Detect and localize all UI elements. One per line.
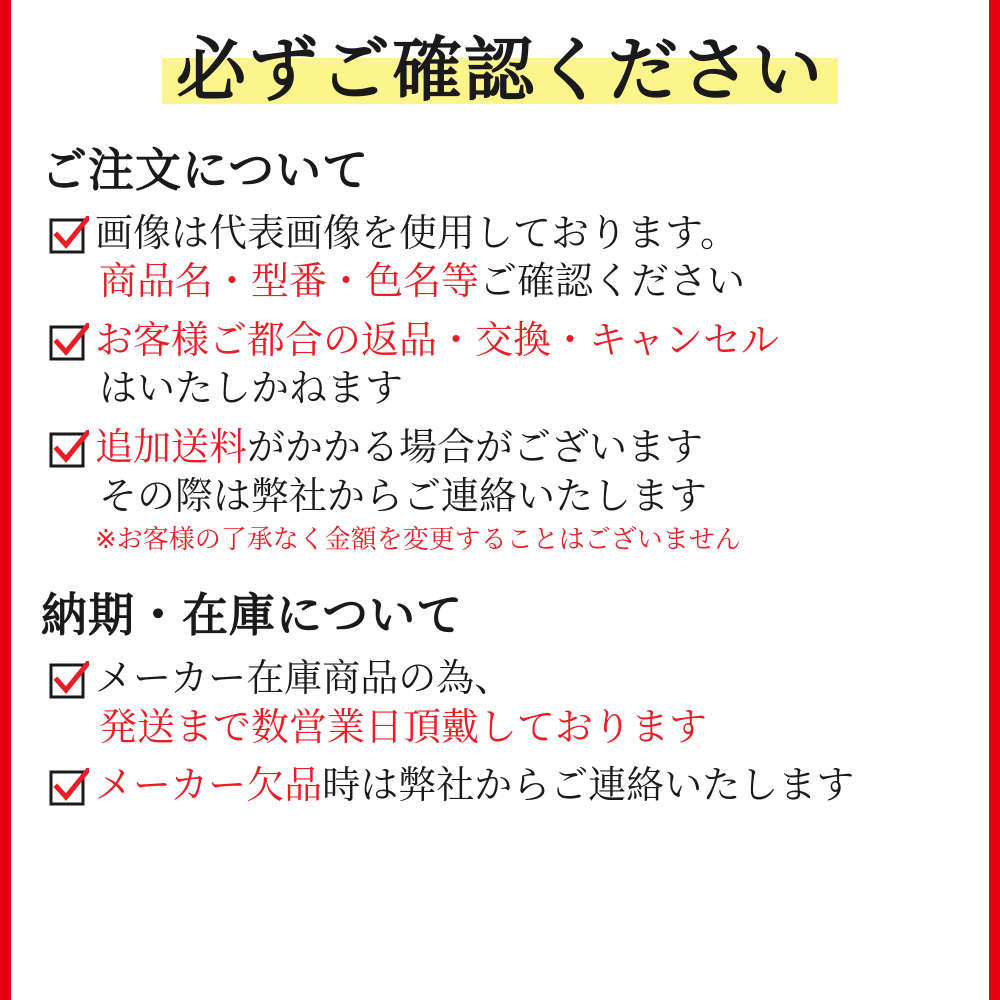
list-item-text [95,317,989,414]
checkbox-checked-icon [49,216,89,256]
page-title [162,31,838,109]
list-item-text [95,210,989,307]
list-item-line [95,424,989,473]
list-item-text [95,424,989,557]
list-item [49,317,989,414]
checkbox-checked-icon [49,768,89,808]
list-item-line [95,762,989,811]
list-item-line: その際は弊社からご連絡いたします [99,475,708,518]
checkbox-checked-icon [49,661,89,701]
plain-text: ご確認ください [479,261,746,304]
list-item-line: 発送まで数営業日頂戴しております [99,706,708,749]
checkbox-checked-icon [49,323,89,363]
notice-content [11,0,989,1000]
list-item-line: お客様ご都合の返品・交換・キャンセル [95,319,780,362]
list-item-line [95,258,989,307]
list-item-line: はいたしかねます [99,368,404,411]
list-item [49,655,989,752]
highlight-text: 追加送料 [95,427,248,469]
list-item [49,762,989,811]
page-title-text: 必ずご確認ください [176,31,824,109]
page-title-wrap [11,31,989,109]
list-item-text [95,762,989,811]
right-red-bar [989,0,1000,1000]
list-item-line: メーカー在庫商品の為、 [95,658,513,701]
section-heading-order: ご注文について [41,143,370,196]
section-heading-delivery: 納期・在庫について [41,589,464,642]
highlight-text: メーカー欠品 [95,765,323,808]
list-item-text [95,655,989,752]
plain-text: 時は弊社からご連絡いたします [322,765,855,808]
list-item-note: ※お客様の了承なく金額を変更することはございません [95,524,741,555]
left-red-bar [0,0,11,1000]
list-item [49,210,989,307]
highlight-text: 商品名・型番・色名等 [99,261,480,304]
checkbox-checked-icon [49,430,89,470]
list-item-line: 画像は代表画像を使用しております。 [95,212,738,255]
plain-text: がかかる場合がございます [247,427,704,469]
list-item [49,424,989,557]
